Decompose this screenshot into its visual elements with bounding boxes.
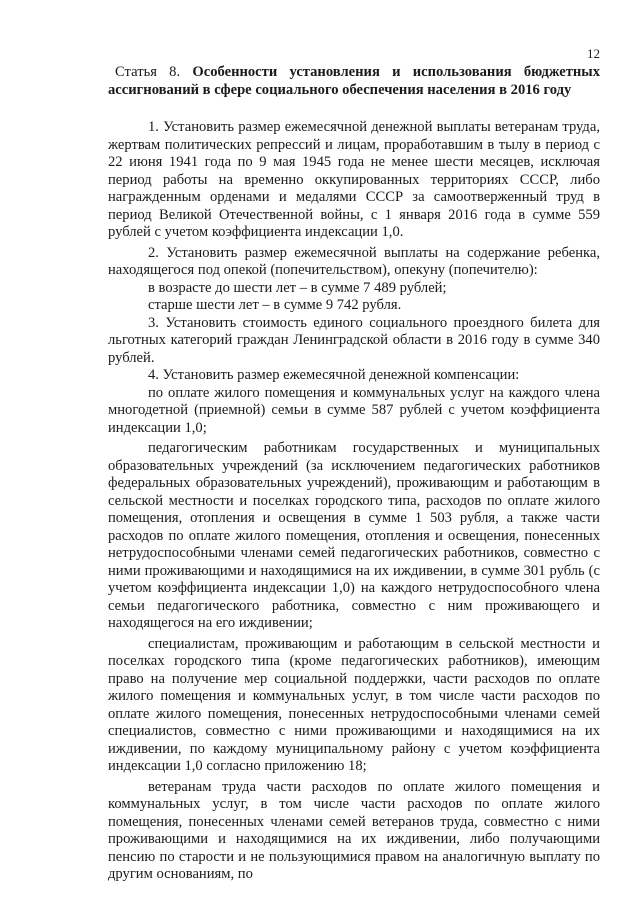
paragraph-3: 3. Установить стоимость единого социального проездного билета для льготных категорий граждан Ленинградской области в 2016 году в сумме 340 рублей. xyxy=(108,314,600,366)
paragraph-2-item-1: в возрасте до шести лет – в сумме 7 489 рублей; xyxy=(148,279,447,296)
article-label: Статья 8. xyxy=(115,64,181,80)
paragraph-4-item-2: педагогическим работникам государственных и муниципальных образовательных учреждений (за исключением педагогических работников федеральных образовательных учреждений), проживающим и работающим в сельской местности и поселках городского типа, расходов по оплате жилого помещения, отопления и освещения в сумме 1 503 рубля, а также части расходов по оплате жилого помещения, отопления и освещения, понесенных нетрудоспособными членами семей педагогических работников, совместно с ними проживающими и находящимися на их иждивении, в сумме 301 рубль (с учетом коэффициента индексации 1,0) на каждого нетрудоспособного члена семьи педагогического работника, совместно с ним проживающего и находящегося на его иждивении; xyxy=(108,440,600,631)
paragraph-4-item-3: специалистам, проживающим и работающим в сельской местности и поселках городского типа (кроме педагогических работников), имеющим право на получение мер социальной поддержки, части расходов по оплате жилого помещения и коммунальных услуг, в том числе части расходов по оплате жилого помещения, понесенных нетрудоспособными членами семей специалистов, совместно с ними проживающими и находящимися на их иждивении, по каждому муниципальному району с учетом коэффициента индексации 1,0 согласно приложению 18; xyxy=(108,635,600,774)
paragraph-1: 1. Установить размер ежемесячной денежной выплаты ветеранам труда, жертвам политических репрессий и лицам, проработавшим в тылу в период с 22 июня 1941 года по 9 мая 1945 года не менее шести месяцев, исключая период работы на временно оккупированных территориях СССР, либо награжденным орденами и медалями СССР за самоотверженный труд в период Великой Отечественной войны, с 1 января 2016 года в сумме 559 рублей с учетом коэффициента индексации 1,0. xyxy=(108,119,600,240)
article-heading xyxy=(108,64,600,99)
paragraph-2: 2. Установить размер ежемесячной выплаты на содержание ребенка, находящегося под опекой (попечительством), опекуну (попечителю): xyxy=(108,244,600,278)
paragraph-2-item-2: старше шести лет – в сумме 9 742 рубля. xyxy=(148,297,402,313)
article-title: Особенности установления и использования бюджетных ассигнований в сфере социального обеспечения населения в 2016 году xyxy=(108,64,600,98)
page-number: 12 xyxy=(587,46,600,61)
paragraph-4-item-1: по оплате жилого помещения и коммунальных услуг на каждого члена многодетной (приемной) семьи в сумме 587 рублей с учетом коэффициента индексации 1,0; xyxy=(108,384,600,436)
article-body xyxy=(108,119,600,884)
paragraph-4: 4. Установить размер ежемесячной денежной компенсации: xyxy=(148,367,520,383)
paragraph-4-item-4: ветеранам труда части расходов по оплате жилого помещения и коммунальных услуг, в том числе части расходов по оплате жилого помещения, понесенных членами семей ветеранов труда, совместно с ними проживающими и находящимися на их иждивении, либо получающими пенсию по старости и не пользующимися правом на аналогичную выплату по другим основаниям, по xyxy=(108,778,600,882)
